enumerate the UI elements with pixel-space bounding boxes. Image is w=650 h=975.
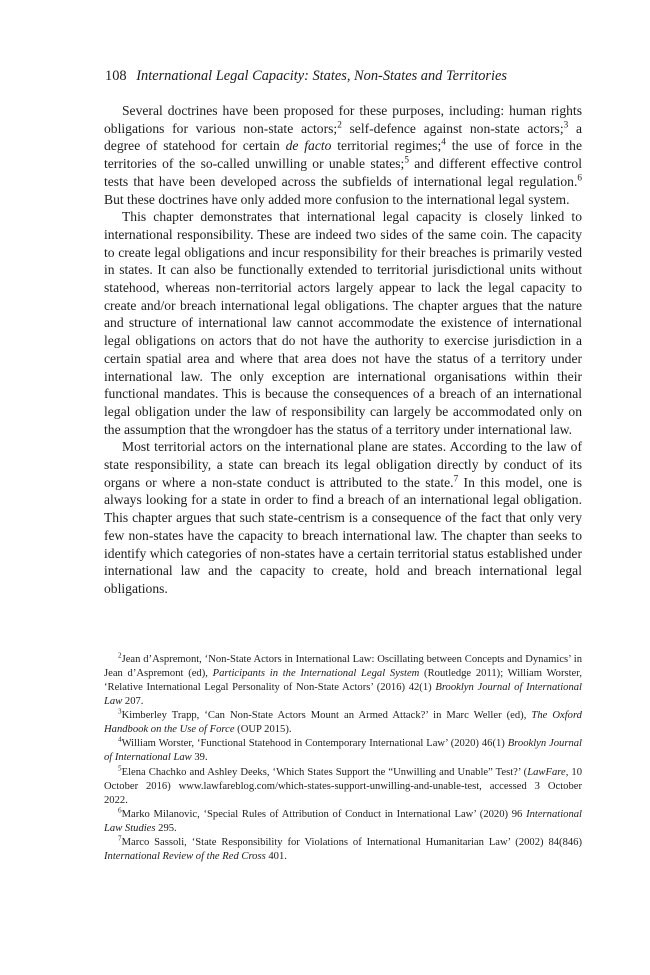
footnote-number: 4 <box>118 735 122 744</box>
footnote-number: 2 <box>118 651 122 660</box>
paragraph-2: This chapter demonstrates that international legal capacity is closely linked to international responsibility. These are indeed two sides of the same coin. The capacity to create legal obligations and incur responsibility for their breaches is primarily vested in states. It can also be functionally extended to territorial jurisdictional units without statehood, whereas non-territorial actors largely appear to lack the legal capacity to create and/or breach international legal obligations. The chapter argues that the nature and structure of international law cannot accommodate the existence of international legal obligations on actors that do not have the authority to exercise jurisdiction in a certain spatial area and where that area does not have the status of a territory under international law. The only exception are international organisations within their functional mandates. This is because the consequences of a breach of an international legal obligation under the law of responsibility can largely be accommodated only on the assumption that the wrongdoer has the status of a territory under international law. <box>104 209 582 437</box>
footnote-3: $^3$Kimberley Trapp, ‘Can Non-State Actors Mount an Armed Attack?’ in Marc Weller (ed), The Oxford Handbook on the Use of Force (OUP 2015). <box>104 707 582 736</box>
footnote-number: 3 <box>118 707 122 716</box>
body-text <box>104 102 582 598</box>
running-header <box>105 66 585 86</box>
footnote-ref-3[interactable]: 3 <box>563 119 569 130</box>
footnote-ref-7[interactable]: 7 <box>453 473 459 484</box>
running-title: International Legal Capacity: States, Non-States and Territories <box>136 68 508 84</box>
footnotes <box>104 653 582 865</box>
paragraph-1: Several doctrines have been proposed for these purposes, including: human rights obligations for various non-state actors;$^2$ self-defence against non-state actors;$^3$ a degree of statehood for certain de facto territorial regimes;$^4$ the use of force in the territories of the so-called unwilling or unable states;$^5$ and different effective control tests that have been developed across the subfields of international legal regulation.$^6$ But these doctrines have only added more confusion to the international legal system. <box>104 103 582 207</box>
footnote-number: 5 <box>118 764 122 773</box>
footnote-7: $^7$Marco Sassoli, ‘State Responsibility for Violations of International Humanitarian Law’ (2002) 84(846) International Review of the Red Cross 401. <box>104 834 582 863</box>
footnote-number: 7 <box>118 834 122 843</box>
page-number: 108 <box>105 68 127 84</box>
footnote-ref-5[interactable]: 5 <box>404 154 409 165</box>
footnote-ref-2[interactable]: 2 <box>337 119 342 130</box>
footnote-5: $^5$Elena Chachko and Ashley Deeks, ‘Which States Support the “Unwilling and Unable” Test?’ (LawFare, 10 October 2016) www.lawfareblog.com/which-states-support-unwilling-and-unable-test, accessed 3 October 2022. <box>104 764 582 806</box>
footnote-ref-4[interactable]: 4 <box>441 136 446 147</box>
footnote-4: $^4$William Worster, ‘Functional Statehood in Contemporary International Law’ (2020) 46(1) Brooklyn Journal of International Law 39. <box>104 735 582 764</box>
footnote-ref-6[interactable]: 6 <box>577 172 582 183</box>
footnote-6: $^6$Marko Milanovic, ‘Special Rules of Attribution of Conduct in International Law’ (2020) 96 International Law Studies 295. <box>104 806 582 834</box>
footnote-2: $^2$Jean d’Aspremont, ‘Non-State Actors in International Law: Oscillating between Concepts and Dynamics’ in Jean d’Aspremont (ed), Participants in the International Legal System (Routledge 2011); William Worster, ‘Relative International Legal Personality of Non-State Actors’ (2016) 42(1) Brooklyn Journal of International Law 207. <box>104 651 582 707</box>
paragraph-3: Most territorial actors on the international plane are states. According to the law of state responsibility, a state can breach its legal obligation directly by conduct of its organs or where a non-state conduct is attributed to the state.$^7$ In this model, one is always looking for a state in order to find a breach of an international legal obligation. This chapter argues that such state-centrism is a consequence of the fact that only very few non-states have the capacity to breach international law. The chapter than seeks to identify which categories of non-states have a certain territorial status established under international law and the capacity to create, hold and breach international legal obligations. <box>104 439 582 596</box>
footnote-number: 6 <box>118 806 122 815</box>
